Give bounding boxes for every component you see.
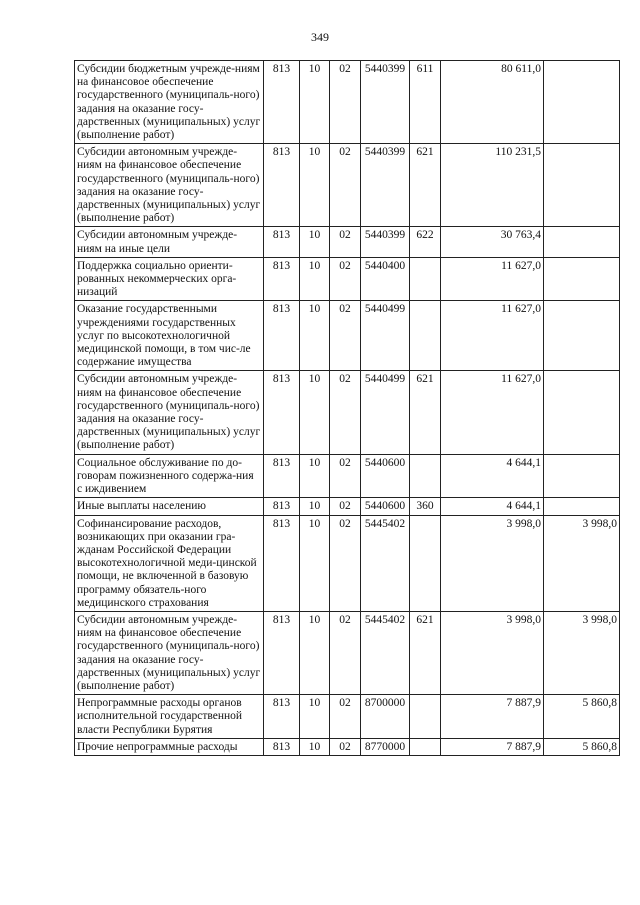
row-name-cell: Субсидии автономным учрежде-ниям на финансовое обеспечение государственного (муниципаль-ного) задания на оказание госу-дарственных (муниципальных) услуг (выполнение работ) <box>75 611 264 694</box>
ved-code-cell: 813 <box>264 454 300 498</box>
section-code-cell: 10 <box>300 515 330 611</box>
amount-federal-cell <box>544 371 620 454</box>
amount-federal-cell <box>544 61 620 144</box>
ved-code-cell: 813 <box>264 257 300 301</box>
table-row <box>75 695 620 739</box>
row-name-cell: Прочие непрограммные расходы <box>75 738 264 755</box>
amount-total-cell: 7 887,9 <box>441 738 544 755</box>
target-article-cell: 8770000 <box>361 738 410 755</box>
amount-total-cell: 30 763,4 <box>441 227 544 257</box>
amount-total-cell: 80 611,0 <box>441 61 544 144</box>
table-row <box>75 738 620 755</box>
row-name-cell: Непрограммные расходы органов исполнительной государственной власти Республики Бурятия <box>75 695 264 739</box>
section-code-cell: 10 <box>300 738 330 755</box>
amount-federal-cell <box>544 227 620 257</box>
amount-total-cell: 3 998,0 <box>441 611 544 694</box>
row-name-cell: Социальное обслуживание по до-говорам пожизненного содержа-ния с иждивением <box>75 454 264 498</box>
expense-type-cell: 360 <box>410 498 441 515</box>
row-name-cell: Софинансирование расходов, возникающих при оказании гра-жданам Российской Федерации высокотехнологичной меди-цинской помощи, не включенной в базовую программу обязатель-ного медицинского страхования <box>75 515 264 611</box>
expense-type-cell <box>410 695 441 739</box>
expense-type-cell: 621 <box>410 144 441 227</box>
subsection-code-cell: 02 <box>330 371 361 454</box>
amount-total-cell: 3 998,0 <box>441 515 544 611</box>
ved-code-cell: 813 <box>264 498 300 515</box>
row-name-cell: Иные выплаты населению <box>75 498 264 515</box>
row-name-cell: Поддержка социально ориенти-рованных некоммерческих орга-низаций <box>75 257 264 301</box>
table-row <box>75 144 620 227</box>
amount-federal-cell: 3 998,0 <box>544 515 620 611</box>
table-row <box>75 498 620 515</box>
amount-federal-cell <box>544 257 620 301</box>
subsection-code-cell: 02 <box>330 498 361 515</box>
subsection-code-cell: 02 <box>330 611 361 694</box>
section-code-cell: 10 <box>300 257 330 301</box>
table-row <box>75 371 620 454</box>
row-name-cell: Субсидии автономным учрежде-ниям на финансовое обеспечение государственного (муниципаль-ного) задания на оказание госу-дарственных (муниципальных) услуг (выполнение работ) <box>75 144 264 227</box>
subsection-code-cell: 02 <box>330 227 361 257</box>
target-article-cell: 8700000 <box>361 695 410 739</box>
table-row <box>75 301 620 371</box>
section-code-cell: 10 <box>300 301 330 371</box>
section-code-cell: 10 <box>300 611 330 694</box>
row-name-cell: Субсидии бюджетным учрежде-ниям на финансовое обеспечение государственного (муниципаль-ного) задания на оказание госу-дарственных (муниципальных) услуг (выполнение работ) <box>75 61 264 144</box>
target-article-cell: 5445402 <box>361 515 410 611</box>
expense-type-cell: 621 <box>410 611 441 694</box>
expense-type-cell <box>410 301 441 371</box>
section-code-cell: 10 <box>300 144 330 227</box>
amount-federal-cell: 5 860,8 <box>544 738 620 755</box>
target-article-cell: 5440399 <box>361 144 410 227</box>
ved-code-cell: 813 <box>264 144 300 227</box>
amount-total-cell: 4 644,1 <box>441 454 544 498</box>
amount-federal-cell <box>544 144 620 227</box>
section-code-cell: 10 <box>300 454 330 498</box>
ved-code-cell: 813 <box>264 515 300 611</box>
amount-federal-cell <box>544 498 620 515</box>
subsection-code-cell: 02 <box>330 61 361 144</box>
section-code-cell: 10 <box>300 61 330 144</box>
target-article-cell: 5440499 <box>361 371 410 454</box>
page-number: 349 <box>311 30 329 44</box>
expense-type-cell: 622 <box>410 227 441 257</box>
table-row <box>75 515 620 611</box>
subsection-code-cell: 02 <box>330 257 361 301</box>
subsection-code-cell: 02 <box>330 738 361 755</box>
ved-code-cell: 813 <box>264 227 300 257</box>
expense-type-cell <box>410 515 441 611</box>
expense-type-cell: 621 <box>410 371 441 454</box>
ved-code-cell: 813 <box>264 611 300 694</box>
subsection-code-cell: 02 <box>330 301 361 371</box>
subsection-code-cell: 02 <box>330 515 361 611</box>
ved-code-cell: 813 <box>264 371 300 454</box>
amount-total-cell: 11 627,0 <box>441 301 544 371</box>
row-name-cell: Оказание государственными учреждениями государственных услуг по высокотехнологичной медицинской помощи, в том чис-ле содержание имущества <box>75 301 264 371</box>
expense-type-cell <box>410 257 441 301</box>
section-code-cell: 10 <box>300 227 330 257</box>
table-body <box>75 61 620 756</box>
ved-code-cell: 813 <box>264 695 300 739</box>
amount-federal-cell: 5 860,8 <box>544 695 620 739</box>
table-row <box>75 611 620 694</box>
amount-federal-cell: 3 998,0 <box>544 611 620 694</box>
section-code-cell: 10 <box>300 498 330 515</box>
table-row <box>75 257 620 301</box>
target-article-cell: 5445402 <box>361 611 410 694</box>
row-name-cell: Субсидии автономным учрежде-ниям на иные цели <box>75 227 264 257</box>
target-article-cell: 5440400 <box>361 257 410 301</box>
amount-federal-cell <box>544 301 620 371</box>
target-article-cell: 5440399 <box>361 227 410 257</box>
amount-total-cell: 7 887,9 <box>441 695 544 739</box>
target-article-cell: 5440600 <box>361 454 410 498</box>
target-article-cell: 5440499 <box>361 301 410 371</box>
table-row <box>75 227 620 257</box>
amount-federal-cell <box>544 454 620 498</box>
amount-total-cell: 4 644,1 <box>441 498 544 515</box>
table-row <box>75 454 620 498</box>
subsection-code-cell: 02 <box>330 144 361 227</box>
subsection-code-cell: 02 <box>330 454 361 498</box>
expense-type-cell <box>410 738 441 755</box>
expense-type-cell: 611 <box>410 61 441 144</box>
row-name-cell: Субсидии автономным учрежде-ниям на финансовое обеспечение государственного (муниципаль-ного) задания на оказание госу-дарственных (муниципальных) услуг (выполнение работ) <box>75 371 264 454</box>
budget-table <box>74 60 620 756</box>
ved-code-cell: 813 <box>264 301 300 371</box>
amount-total-cell: 110 231,5 <box>441 144 544 227</box>
expense-type-cell <box>410 454 441 498</box>
section-code-cell: 10 <box>300 371 330 454</box>
target-article-cell: 5440600 <box>361 498 410 515</box>
amount-total-cell: 11 627,0 <box>441 371 544 454</box>
section-code-cell: 10 <box>300 695 330 739</box>
amount-total-cell: 11 627,0 <box>441 257 544 301</box>
ved-code-cell: 813 <box>264 61 300 144</box>
target-article-cell: 5440399 <box>361 61 410 144</box>
ved-code-cell: 813 <box>264 738 300 755</box>
table-row <box>75 61 620 144</box>
subsection-code-cell: 02 <box>330 695 361 739</box>
